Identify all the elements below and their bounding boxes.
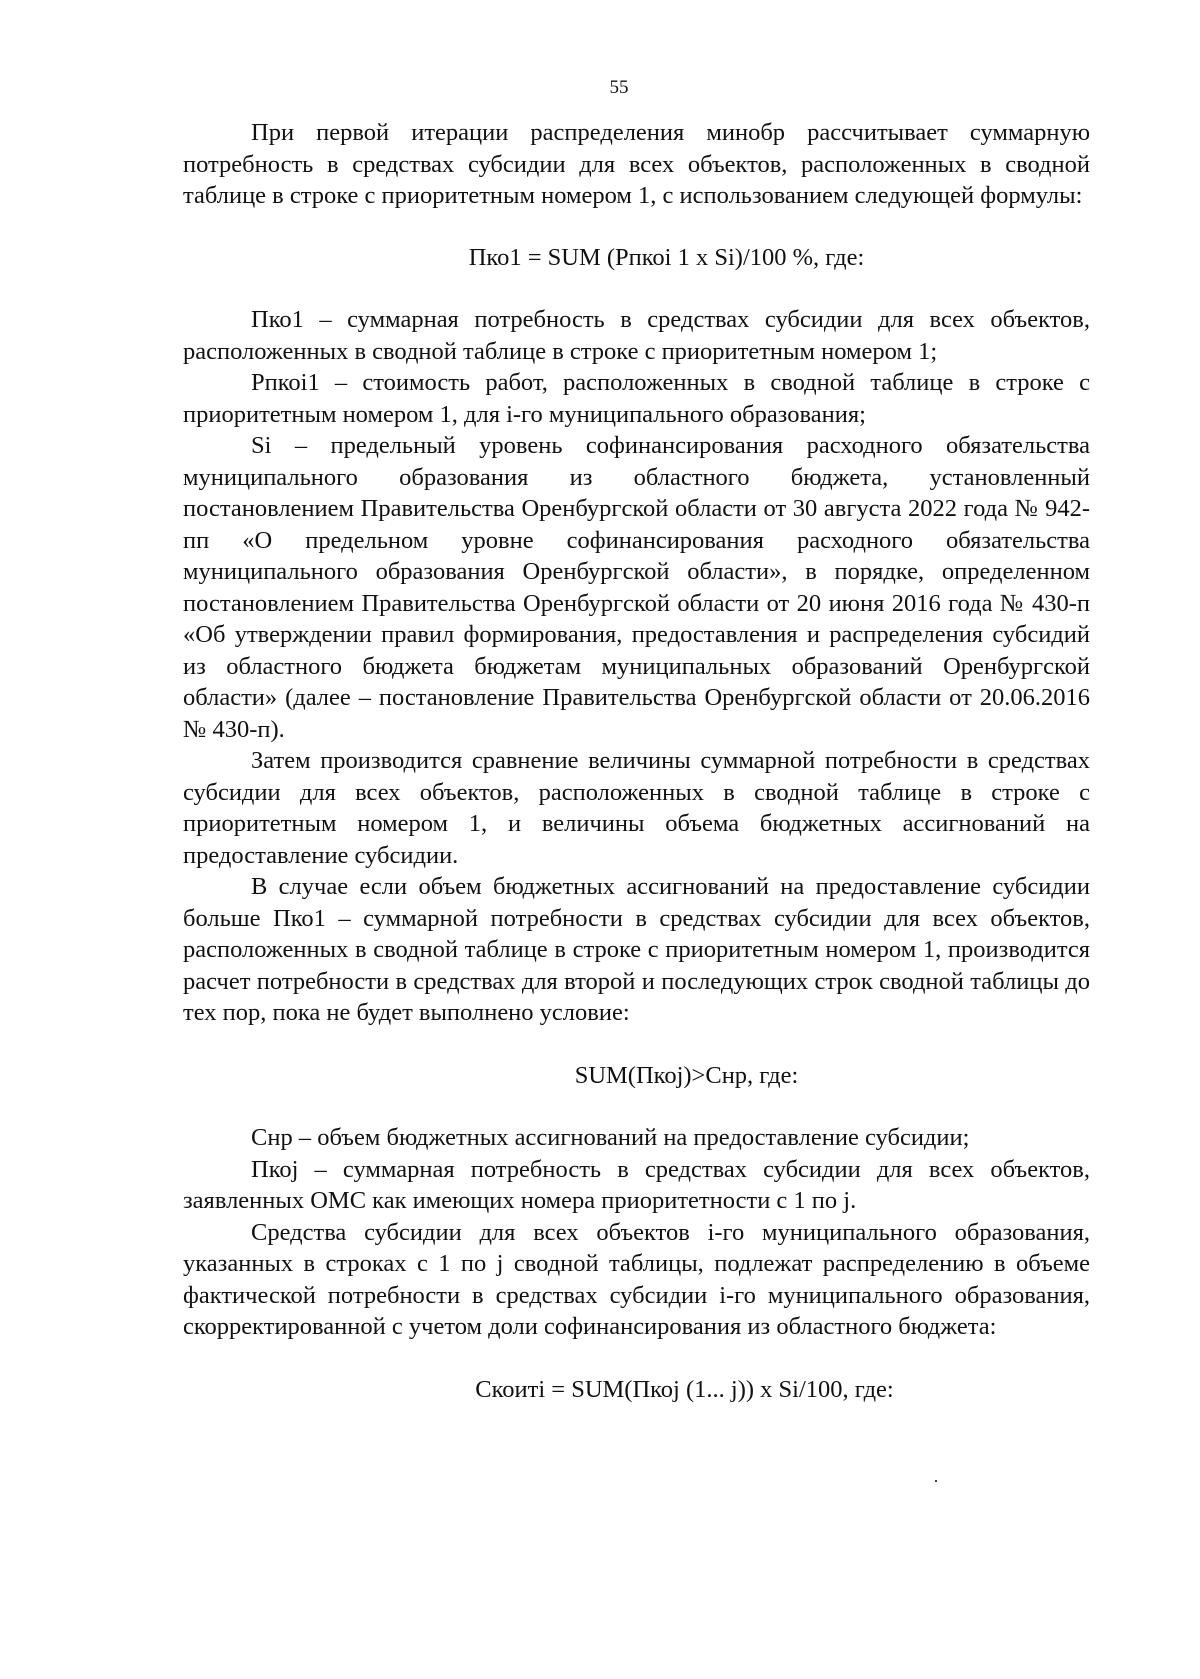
page-number: 55 — [609, 77, 629, 98]
scan-artifact — [935, 1480, 937, 1482]
paragraph-first-iteration: При первой итерации распределения минобр рассчитывает суммарную потребность в средствах субсидии для всех объектов, расположенных в сводной таблице в строке с приоритетным номером 1, с использованием следующей формулы: — [183, 119, 1090, 209]
definition-si: Si – предельный уровень софинансирования расходного обязательства муниципального образования из областного бюджета, установленный постановлением Правительства Оренбургской области от 30 августа 2022 года № 942-пп «О предельном уровне софинансирования расходного обязательства муниципального образования Оренбургской области», в порядке, определенном постановлением Правительства Оренбургской области от 20 июня 2016 года № 430-п «Об утверждении правил формирования, предоставления и распределения субсидий из областного бюджета бюджетам муниципальных образований Оренбургской области» (далее – постановление Правительства Оренбургской области от 20.06.2016 № 430-п). — [183, 432, 1090, 743]
definition-pkoj: Пкоj – суммарная потребность в средствах субсидии для всех объектов, заявленных ОМС как имеющих номера приоритетности с 1 по j. — [183, 1155, 1090, 1214]
paragraph-comparison: Затем производится сравнение величины суммарной потребности в средствах субсидии для всех объектов, расположенных в сводной таблице в строке с приоритетным номером 1, и величины объема бюджетных ассигнований на предоставление субсидии. — [183, 747, 1090, 869]
definition-rpkoi1: Рпкоi1 – стоимость работ, расположенных в сводной таблице в строке с приоритетным номером 1, для i-го муниципального образования; — [183, 369, 1090, 428]
paragraph-distribution: Средства субсидии для всех объектов i-го муниципального образования, указанных в строках с 1 по j сводной таблицы, подлежат распределению в объеме фактической потребности в средствах субсидии i-го муниципального образования, скорректированной с учетом доли софинансирования из областного бюджета: — [183, 1218, 1090, 1340]
definition-snr: Снр – объем бюджетных ассигнований на предоставление субсидии; — [251, 1124, 970, 1151]
formula-pko1: Пко1 = SUM (Рпкоi 1 x Si)/100 %, где: — [468, 243, 865, 271]
formula-skoiti: Скоитi = SUM(Пкоj (1... j)) x Si/100, где: — [475, 1375, 894, 1403]
formula-sum-condition: SUM(Пкоj)>Снр, где: — [574, 1061, 799, 1089]
document-body — [183, 117, 1090, 1405]
definition-pko1: Пко1 – суммарная потребность в средствах субсидии для всех объектов, расположенных в сводной таблице в строке с приоритетным номером 1; — [183, 306, 1090, 365]
paragraph-case: В случае если объем бюджетных ассигнований на предоставление субсидии больше Пко1 – суммарной потребности в средствах субсидии для всех объектов, расположенных в сводной таблице в строке с приоритетным номером 1, производится расчет потребности в средствах для второй и последующих строк сводной таблицы до тех пор, пока не будет выполнено условие: — [183, 873, 1090, 1026]
